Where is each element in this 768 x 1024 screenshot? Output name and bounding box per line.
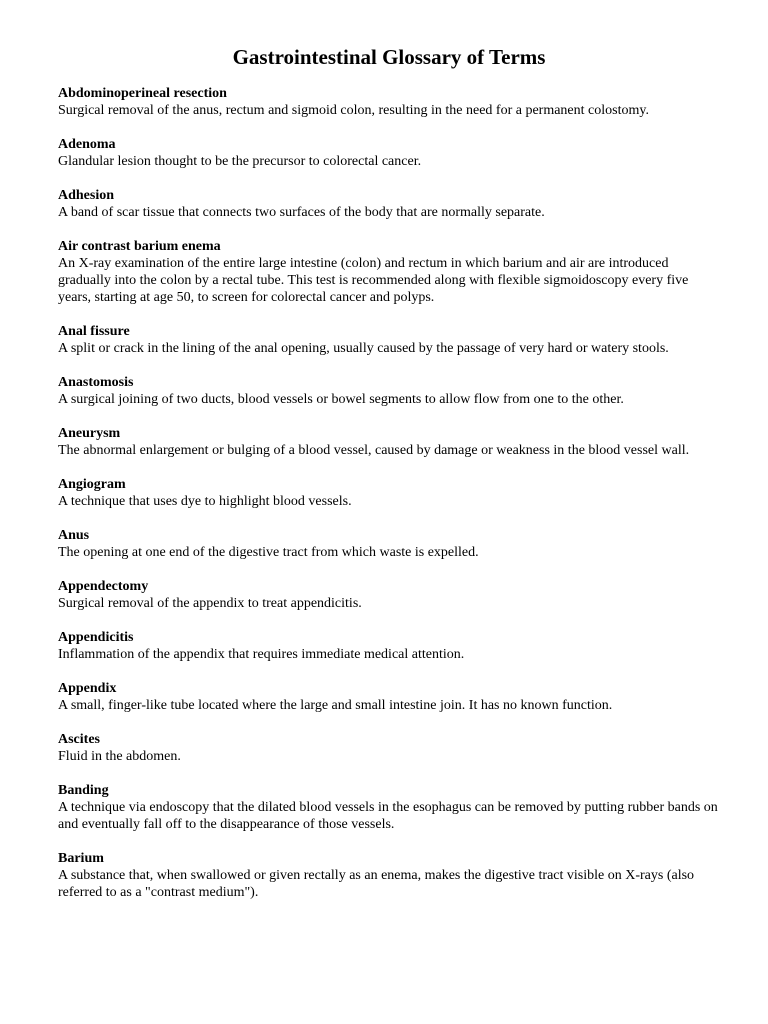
glossary-term: Anastomosis [58, 375, 134, 390]
glossary-term: Aneurysm [58, 426, 121, 441]
glossary-term: Air contrast barium enema [58, 239, 221, 254]
glossary-definition: An X-ray examination of the entire large intestine (colon) and rectum in which barium and air are introduced gradually into the colon by a rectal tube. This test is recommended along with flexible sigmoidoscopy every five years, starting at age 50, to screen for colorectal cancer and polyps. [58, 256, 689, 305]
glossary-entry [58, 578, 723, 612]
glossary-definition: A small, finger-like tube located where the large and small intestine join. It has no known function. [58, 698, 613, 713]
glossary-list [58, 85, 723, 918]
glossary-definition: A technique that uses dye to highlight blood vessels. [58, 494, 352, 509]
glossary-term: Banding [58, 783, 109, 798]
glossary-definition: A surgical joining of two ducts, blood vessels or bowel segments to allow flow from one to the other. [58, 392, 624, 407]
glossary-definition: Fluid in the abdomen. [58, 749, 181, 764]
glossary-entry [58, 476, 723, 510]
glossary-definition: Surgical removal of the anus, rectum and sigmoid colon, resulting in the need for a permanent colostomy. [58, 103, 649, 118]
glossary-definition: Inflammation of the appendix that requires immediate medical attention. [58, 647, 465, 662]
glossary-term: Appendicitis [58, 630, 134, 645]
glossary-definition: The opening at one end of the digestive tract from which waste is expelled. [58, 545, 479, 560]
glossary-term: Anal fissure [58, 324, 130, 339]
glossary-term: Barium [58, 851, 104, 866]
glossary-entry [58, 731, 723, 765]
glossary-term: Adhesion [58, 188, 115, 203]
glossary-entry [58, 629, 723, 663]
glossary-entry [58, 374, 723, 408]
glossary-entry [58, 136, 723, 170]
glossary-definition: A split or crack in the lining of the anal opening, usually caused by the passage of very hard or watery stools. [58, 341, 669, 356]
glossary-term: Adenoma [58, 137, 116, 152]
glossary-entry [58, 782, 723, 833]
glossary-definition: A substance that, when swallowed or given rectally as an enema, makes the digestive tract visible on X-rays (also referred to as a "contrast medium"). [58, 868, 695, 900]
glossary-term: Angiogram [58, 477, 126, 492]
glossary-definition: A technique via endoscopy that the dilated blood vessels in the esophagus can be removed by putting rubber bands on and eventually fall off to the disappearance of those vessels. [58, 800, 718, 832]
glossary-term: Ascites [58, 732, 100, 747]
glossary-definition: A band of scar tissue that connects two surfaces of the body that are normally separate. [58, 205, 545, 220]
glossary-term: Appendix [58, 681, 117, 696]
glossary-definition: Glandular lesion thought to be the precursor to colorectal cancer. [58, 154, 422, 169]
glossary-entry [58, 238, 723, 306]
glossary-entry [58, 680, 723, 714]
glossary-term: Anus [58, 528, 90, 543]
glossary-definition: The abnormal enlargement or bulging of a blood vessel, caused by damage or weakness in the blood vessel wall. [58, 443, 690, 458]
glossary-term: Abdominoperineal resection [58, 86, 227, 101]
glossary-entry [58, 187, 723, 221]
glossary-term: Appendectomy [58, 579, 149, 594]
glossary-entry [58, 527, 723, 561]
page-title: Gastrointestinal Glossary of Terms [232, 45, 546, 69]
glossary-entry [58, 425, 723, 459]
glossary-definition: Surgical removal of the appendix to treat appendicitis. [58, 596, 362, 611]
glossary-entry [58, 323, 723, 357]
glossary-entry [58, 85, 723, 119]
glossary-entry [58, 850, 723, 901]
